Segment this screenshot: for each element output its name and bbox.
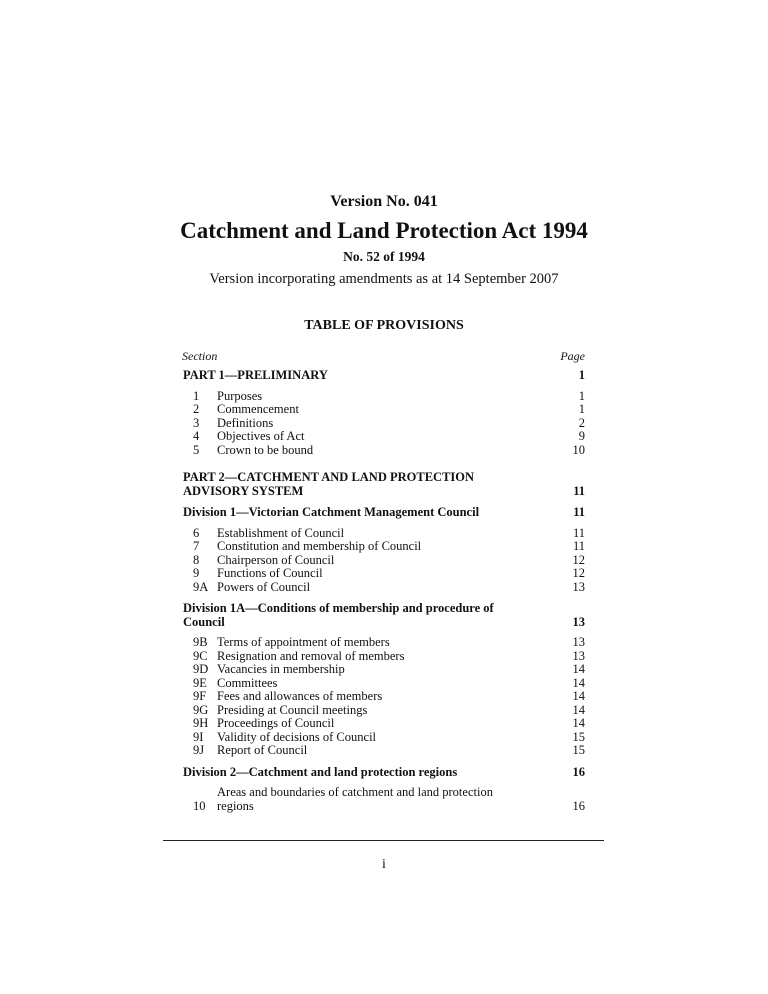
toc-row[interactable] (183, 390, 585, 404)
section-title: Powers of Council (217, 579, 311, 594)
section-number: 9H (193, 716, 209, 730)
heading-title: PART 1—PRELIMINARY (183, 368, 328, 382)
footer-divider (163, 840, 604, 841)
section-number: 7 (193, 539, 200, 553)
toc-row[interactable] (183, 430, 585, 444)
toc-row[interactable] (183, 663, 585, 677)
toc-row[interactable] (183, 690, 585, 704)
heading-title: Division 1—Victorian Catchment Management Council (183, 505, 480, 519)
act-title: Catchment and Land Protection Act 1994 (180, 218, 588, 243)
section-title: Fees and allowances of members (217, 689, 383, 703)
section-number: 9I (193, 729, 204, 744)
section-page: 15 (572, 743, 585, 757)
division-heading[interactable] (183, 602, 585, 629)
toc-row[interactable] (183, 567, 585, 581)
division-heading[interactable] (183, 506, 585, 520)
division-heading[interactable] (183, 766, 585, 780)
toc-row[interactable] (183, 744, 585, 758)
section-title: Commencement (217, 402, 299, 416)
section-title: Functions of Council (217, 566, 323, 580)
toc-row[interactable] (183, 540, 585, 554)
section-title: Resignation and removal of members (217, 648, 405, 663)
version-date-note: Version incorporating amendments as at 14 September 2007 (209, 271, 559, 287)
section-number: 6 (193, 525, 200, 540)
section-page: 9 (578, 429, 585, 443)
section-title: Terms of appointment of members (217, 635, 390, 649)
section-page: 12 (572, 566, 585, 580)
toc-row[interactable] (183, 717, 585, 731)
toc-title: TABLE OF PROVISIONS (304, 318, 464, 333)
section-title: Purposes (217, 388, 263, 403)
section-page: 16 (572, 798, 585, 813)
toc-row[interactable] (183, 731, 585, 745)
section-number: 9J (193, 743, 205, 757)
section-column-label: Section (182, 349, 218, 363)
section-number: 8 (193, 552, 200, 567)
section-title: Chairperson of Council (217, 552, 335, 567)
heading-page: 11 (573, 483, 585, 498)
section-page: 14 (572, 689, 585, 703)
heading-title: Division 1A—Conditions of membership and procedure of Council (183, 601, 494, 629)
section-number: 9A (193, 579, 209, 594)
section-page: 10 (572, 442, 585, 457)
section-page: 15 (572, 729, 585, 744)
section-list (183, 527, 585, 595)
section-number: 3 (193, 415, 200, 430)
section-page: 1 (578, 402, 585, 416)
heading-page: 16 (572, 764, 585, 779)
toc-row[interactable] (183, 444, 585, 458)
part-heading[interactable] (183, 369, 585, 383)
section-number: 10 (193, 798, 206, 813)
section-title: Objectives of Act (217, 429, 305, 443)
section-list (183, 786, 585, 813)
section-number: 2 (193, 402, 200, 416)
section-number: 1 (193, 388, 200, 403)
page-column-label: Page (560, 349, 585, 363)
heading-title: Division 2—Catchment and land protection regions (183, 764, 458, 779)
section-list (183, 390, 585, 458)
section-page: 11 (572, 539, 585, 553)
toc-row[interactable] (183, 554, 585, 568)
section-title: Vacancies in membership (217, 662, 345, 676)
toc-row[interactable] (183, 650, 585, 664)
heading-page: 11 (573, 505, 585, 519)
section-page: 11 (572, 525, 585, 540)
section-title: Proceedings of Council (217, 716, 335, 730)
section-title: Establishment of Council (217, 525, 345, 540)
toc-column-headers (182, 349, 585, 364)
section-title: Presiding at Council meetings (217, 702, 368, 717)
section-title: Constitution and membership of Council (217, 539, 422, 553)
section-page: 2 (578, 415, 585, 430)
toc-row[interactable] (183, 581, 585, 595)
toc-row[interactable] (183, 704, 585, 718)
section-number: 9E (193, 675, 207, 690)
section-list (183, 636, 585, 758)
section-title: Definitions (217, 415, 274, 430)
section-title: Areas and boundaries of catchment and land protection regions (217, 785, 493, 813)
section-number: 9B (193, 635, 208, 649)
section-page: 12 (572, 552, 585, 567)
act-number: No. 52 of 1994 (343, 249, 425, 264)
section-page: 14 (572, 702, 585, 717)
section-page: 14 (572, 675, 585, 690)
section-page: 13 (572, 579, 585, 594)
toc-row[interactable] (183, 636, 585, 650)
toc-row[interactable] (183, 403, 585, 417)
section-number: 9 (193, 566, 200, 580)
section-number: 5 (193, 442, 200, 457)
section-title: Validity of decisions of Council (217, 729, 377, 744)
section-number: 9G (193, 702, 209, 717)
heading-page: 1 (578, 368, 585, 382)
heading-title: PART 2—CATCHMENT AND LAND PROTECTION ADVISORY SYSTEM (183, 470, 475, 498)
section-title: Crown to be bound (217, 442, 314, 457)
page-number: i (382, 857, 386, 872)
section-page: 13 (572, 648, 585, 663)
version-number: Version No. 041 (330, 193, 438, 210)
section-title: Committees (217, 675, 278, 690)
section-page: 14 (572, 716, 585, 730)
toc-row[interactable] (183, 417, 585, 431)
toc-row[interactable] (183, 677, 585, 691)
section-page: 13 (572, 635, 585, 649)
section-number: 9C (193, 648, 208, 663)
section-number: 9D (193, 662, 209, 676)
section-number: 9F (193, 689, 207, 703)
table-of-provisions (183, 369, 585, 813)
section-page: 14 (572, 662, 585, 676)
section-title: Report of Council (217, 743, 308, 757)
toc-row[interactable] (183, 786, 585, 813)
toc-row[interactable] (183, 527, 585, 541)
part-heading[interactable] (183, 471, 585, 498)
section-number: 4 (193, 429, 200, 443)
section-page: 1 (578, 388, 585, 403)
heading-page: 13 (572, 614, 585, 629)
